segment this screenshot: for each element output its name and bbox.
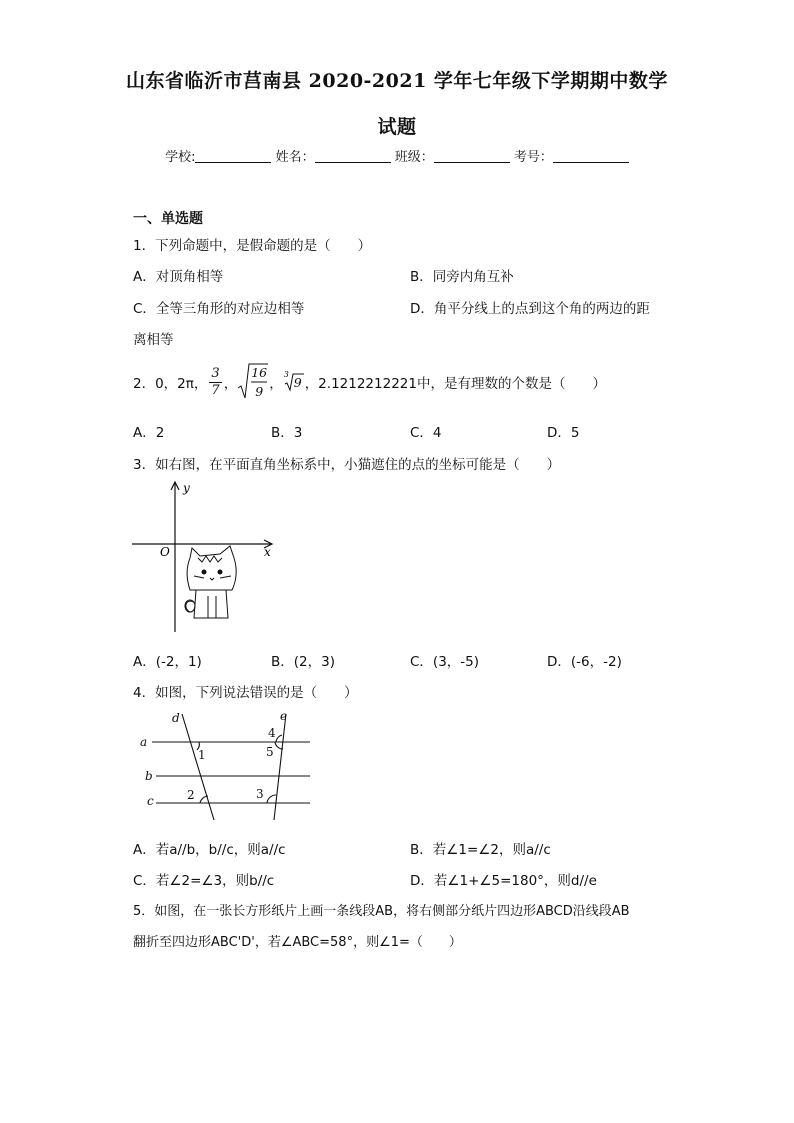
label-d: d	[172, 711, 180, 725]
q2-option-a[interactable]: A．2	[133, 425, 165, 441]
q4-stem: 4．如图，下列说法错误的是（ ）	[133, 685, 358, 701]
student-info-line	[0, 146, 794, 165]
q4-option-b[interactable]: B．若∠1=∠2，则a//c	[410, 842, 551, 858]
cbrt-index: 3	[283, 370, 289, 379]
q1-option-d[interactable]: D．角平分线上的点到这个角的两边的距	[410, 301, 650, 317]
q2-sep: ，	[223, 376, 238, 392]
q2-fraction	[209, 366, 221, 399]
sqrt-denominator: 9	[255, 384, 264, 399]
q1-option-b[interactable]: B．同旁内角互补	[410, 269, 514, 285]
fraction-denominator: 7	[211, 382, 220, 398]
sqrt-numerator: 16	[251, 365, 268, 380]
label-angle-2: 2	[187, 788, 195, 802]
q2-option-c[interactable]: C．4	[410, 425, 442, 441]
q4-option-d[interactable]: D．若∠1+∠5=180°，则d//e	[410, 873, 597, 889]
q2-stem	[133, 360, 606, 404]
line-d	[182, 714, 214, 820]
q3-option-c[interactable]: C．(3，-5)	[410, 654, 480, 670]
name-blank[interactable]	[315, 149, 391, 163]
line-e	[274, 714, 286, 820]
label-b: b	[145, 769, 153, 783]
class-label: 班级：	[394, 150, 434, 165]
id-label: 考号：	[513, 150, 553, 165]
q2-option-b[interactable]: B．3	[271, 425, 303, 441]
id-blank[interactable]	[553, 149, 629, 163]
page-title: 山东省临沂市莒南县 2020-2021 学年七年级下学期期中数学	[126, 70, 668, 92]
section-heading: 一、单选题	[133, 211, 203, 227]
label-angle-4: 4	[268, 726, 276, 740]
q2-sqrt	[237, 362, 269, 402]
origin-label: O	[160, 545, 170, 559]
label-a: a	[140, 735, 148, 749]
q2-option-d[interactable]: D．5	[547, 425, 580, 441]
label-angle-3: 3	[256, 787, 264, 801]
angle-4-arc	[276, 735, 282, 742]
q2-cbrt	[283, 372, 305, 392]
page-title-cont: 试题	[377, 116, 417, 138]
school-blank[interactable]	[195, 149, 271, 163]
q5-stem-line2: 翻折至四边形ABC'D'，若∠ABC=58°，则∠1=（ ）	[133, 935, 462, 950]
fraction-numerator: 3	[211, 365, 220, 381]
cbrt-argument: 9	[293, 375, 302, 390]
label-angle-5: 5	[266, 745, 274, 759]
y-axis-label: y	[183, 481, 190, 495]
q1-option-a[interactable]: A．对顶角相等	[133, 269, 224, 285]
cat-icon	[185, 546, 236, 618]
x-axis-label: x	[264, 545, 271, 559]
q1-stem: 1．下列命题中，是假命题的是（ ）	[133, 238, 372, 254]
q1-option-c[interactable]: C．全等三角形的对应边相等	[133, 301, 305, 317]
label-e: e	[280, 709, 288, 723]
q5-stem-line1: 5．如图，在一张长方形纸片上画一条线段AB，将右侧部分纸片四边形ABCD沿线段AB	[133, 904, 630, 919]
angle-3-arc	[267, 795, 276, 803]
class-blank[interactable]	[434, 149, 510, 163]
q2-sep-2: ，	[269, 376, 283, 392]
q3-stem: 3．如右图，在平面直角坐标系中，小猫遮住的点的坐标可能是（ ）	[133, 457, 561, 473]
q3-option-d[interactable]: D．(-6，-2)	[547, 654, 622, 670]
name-label: 姓名：	[275, 150, 315, 165]
q1-option-d-cont: 离相等	[133, 332, 174, 348]
coordinate-plane-figure	[128, 478, 278, 636]
q4-option-a[interactable]: A．若a//b，b//c，则a//c	[133, 842, 286, 858]
label-angle-1: 1	[198, 748, 206, 762]
q3-option-a[interactable]: A．(-2，1)	[133, 654, 202, 670]
parallel-lines-figure	[130, 704, 320, 824]
q2-prefix: 2．0，2π，	[133, 376, 208, 392]
q2-suffix: ，2.1212212221中，是有理数的个数是（ ）	[304, 376, 606, 392]
q4-option-c[interactable]: C．若∠2=∠3，则b//c	[133, 873, 275, 889]
school-label: 学校:	[165, 150, 196, 165]
q3-option-b[interactable]: B．(2，3)	[271, 654, 335, 670]
label-c: c	[147, 794, 154, 808]
